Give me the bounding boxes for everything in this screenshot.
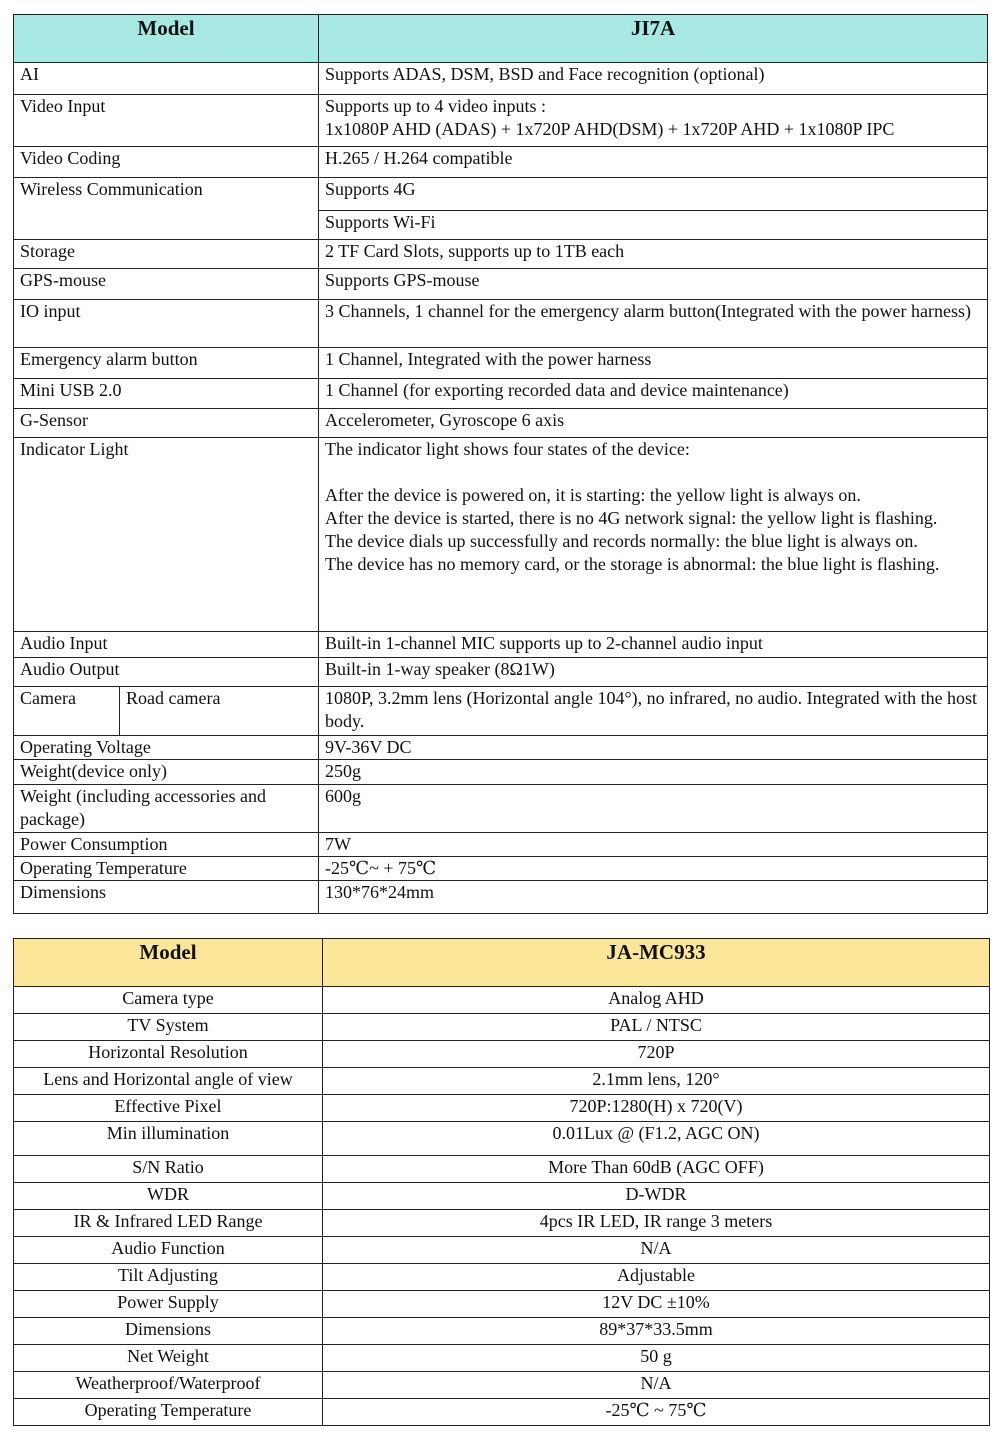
spec-value: 1 Channel, Integrated with the power harness	[319, 348, 988, 379]
table-row	[14, 857, 988, 881]
spec-label: Net Weight	[14, 1345, 323, 1372]
spec-value: 720P	[323, 1041, 990, 1068]
table-row	[14, 1183, 990, 1210]
table-row	[14, 1372, 990, 1399]
spec-label: Audio Input	[14, 632, 319, 658]
spec-label: Weight (including accessories and package)	[14, 785, 319, 833]
spec-label: IR & Infrared LED Range	[14, 1210, 323, 1237]
table-row	[14, 687, 988, 736]
table-row	[14, 1237, 990, 1264]
spec-label: Camera type	[14, 987, 323, 1014]
spec-value: D-WDR	[323, 1183, 990, 1210]
spec-value: 3 Channels, 1 channel for the emergency alarm button(Integrated with the power harness)	[319, 300, 988, 348]
spec-value: Supports up to 4 video inputs : 1x1080P AHD (ADAS) + 1x720P AHD(DSM) + 1x720P AHD + 1x1080P IPC	[319, 95, 988, 147]
spec-label: Effective Pixel	[14, 1095, 323, 1122]
table-row	[14, 1264, 990, 1291]
model-header: Model	[14, 15, 319, 63]
spec-label: Dimensions	[14, 1318, 323, 1345]
spec-value: Adjustable	[323, 1264, 990, 1291]
spec-label: Storage	[14, 240, 319, 269]
ji7a-spec-table	[13, 14, 988, 914]
spec-value: Built-in 1-way speaker (8Ω1W)	[319, 658, 988, 687]
ja-mc933-spec-table	[13, 938, 990, 1426]
spec-value: 720P:1280(H) x 720(V)	[323, 1095, 990, 1122]
table-row	[14, 1068, 990, 1095]
table-row	[14, 300, 988, 348]
spec-value: 1 Channel (for exporting recorded data and device maintenance)	[319, 379, 988, 409]
spec-value: Accelerometer, Gyroscope 6 axis	[319, 409, 988, 438]
spec-value: Analog AHD	[323, 987, 990, 1014]
spec-label: GPS-mouse	[14, 269, 319, 300]
spec-value: -25℃~ + 75℃	[319, 857, 988, 881]
table-row	[14, 1095, 990, 1122]
model-name-header: JI7A	[319, 15, 988, 63]
table-row	[14, 987, 990, 1014]
table-row	[14, 1291, 990, 1318]
spec-label: Video Input	[14, 95, 319, 147]
table-row	[14, 409, 988, 438]
spec-value: 9V-36V DC	[319, 736, 988, 760]
spec-label: Indicator Light	[14, 438, 319, 632]
spec-value: N/A	[323, 1237, 990, 1264]
spec-label: Weatherproof/Waterproof	[14, 1372, 323, 1399]
spec-label: AI	[14, 63, 319, 95]
spec-label: Camera	[14, 687, 120, 736]
spec-value: Supports 4G	[319, 178, 988, 211]
spec-value: 130*76*24mm	[319, 881, 988, 914]
spec-label: Dimensions	[14, 881, 319, 914]
table-row	[14, 147, 988, 178]
spec-sublabel: Road camera	[120, 687, 319, 736]
spec-label: Operating Voltage	[14, 736, 319, 760]
spec-value: N/A	[323, 1372, 990, 1399]
spec-value: Built-in 1-channel MIC supports up to 2-channel audio input	[319, 632, 988, 658]
table-row	[14, 1210, 990, 1237]
table-row	[14, 240, 988, 269]
table-row	[14, 95, 988, 147]
spec-value: PAL / NTSC	[323, 1014, 990, 1041]
spec-value: 2 TF Card Slots, supports up to 1TB each	[319, 240, 988, 269]
spec-label: Wireless Communication	[14, 178, 319, 240]
spec-label: TV System	[14, 1014, 323, 1041]
spec-label: Power Consumption	[14, 833, 319, 857]
spec-label: Power Supply	[14, 1291, 323, 1318]
spec-value: 7W	[319, 833, 988, 857]
table-row	[14, 1318, 990, 1345]
spec-value: 250g	[319, 760, 988, 785]
spec-value: More Than 60dB (AGC OFF)	[323, 1156, 990, 1183]
spec-label: Audio Function	[14, 1237, 323, 1264]
table-row	[14, 178, 988, 211]
spec-value: 0.01Lux @ (F1.2, AGC ON)	[323, 1122, 990, 1156]
spec-label: Emergency alarm button	[14, 348, 319, 379]
spec-value: 600g	[319, 785, 988, 833]
spec-value: The indicator light shows four states of the device: After the device is powered on, it is starting: the yellow light is always on. After the device is started, there is no 4G network signal: the yellow light is flashing. The device dials up successfully and records normally: the blue light is always on. The device has no memory card, or the storage is abnormal: the blue light is flashing.	[319, 438, 988, 632]
spec-label: Horizontal Resolution	[14, 1041, 323, 1068]
table-header-row	[14, 15, 988, 63]
spec-value: Supports ADAS, DSM, BSD and Face recognition (optional)	[319, 63, 988, 95]
table-row	[14, 379, 988, 409]
table-row	[14, 1122, 990, 1156]
table-row	[14, 1014, 990, 1041]
table-row	[14, 632, 988, 658]
spec-label: Lens and Horizontal angle of view	[14, 1068, 323, 1095]
spec-label: IO input	[14, 300, 319, 348]
spec-label: S/N Ratio	[14, 1156, 323, 1183]
spec-label: Mini USB 2.0	[14, 379, 319, 409]
spec-value: Supports Wi-Fi	[319, 211, 988, 240]
spec-label: Video Coding	[14, 147, 319, 178]
spec-label: Min illumination	[14, 1122, 323, 1156]
table-row	[14, 785, 988, 833]
table-row	[14, 736, 988, 760]
table-row	[14, 1345, 990, 1372]
table-row	[14, 438, 988, 632]
spec-label: Operating Temperature	[14, 857, 319, 881]
table-row	[14, 658, 988, 687]
spec-label: Audio Output	[14, 658, 319, 687]
spec-label: WDR	[14, 1183, 323, 1210]
table-header-row	[14, 939, 990, 987]
spec-label: Operating Temperature	[14, 1399, 323, 1426]
spec-label: Weight(device only)	[14, 760, 319, 785]
spec-value: 2.1mm lens, 120°	[323, 1068, 990, 1095]
spec-value: 89*37*33.5mm	[323, 1318, 990, 1345]
table-row	[14, 1399, 990, 1426]
spec-label: G-Sensor	[14, 409, 319, 438]
table-row	[14, 833, 988, 857]
spec-value: Supports GPS-mouse	[319, 269, 988, 300]
table-row	[14, 1041, 990, 1068]
model-name-header: JA-MC933	[323, 939, 990, 987]
spec-value: 50 g	[323, 1345, 990, 1372]
table-row	[14, 348, 988, 379]
spec-value: H.265 / H.264 compatible	[319, 147, 988, 178]
spec-value: 4pcs IR LED, IR range 3 meters	[323, 1210, 990, 1237]
spec-value: -25℃ ~ 75℃	[323, 1399, 990, 1426]
table-row	[14, 760, 988, 785]
table-row	[14, 881, 988, 914]
model-header: Model	[14, 939, 323, 987]
spec-value: 12V DC ±10%	[323, 1291, 990, 1318]
table-row	[14, 1156, 990, 1183]
table-row	[14, 269, 988, 300]
spec-value: 1080P, 3.2mm lens (Horizontal angle 104°), no infrared, no audio. Integrated with the host body.	[319, 687, 988, 736]
table-row	[14, 63, 988, 95]
spec-label: Tilt Adjusting	[14, 1264, 323, 1291]
